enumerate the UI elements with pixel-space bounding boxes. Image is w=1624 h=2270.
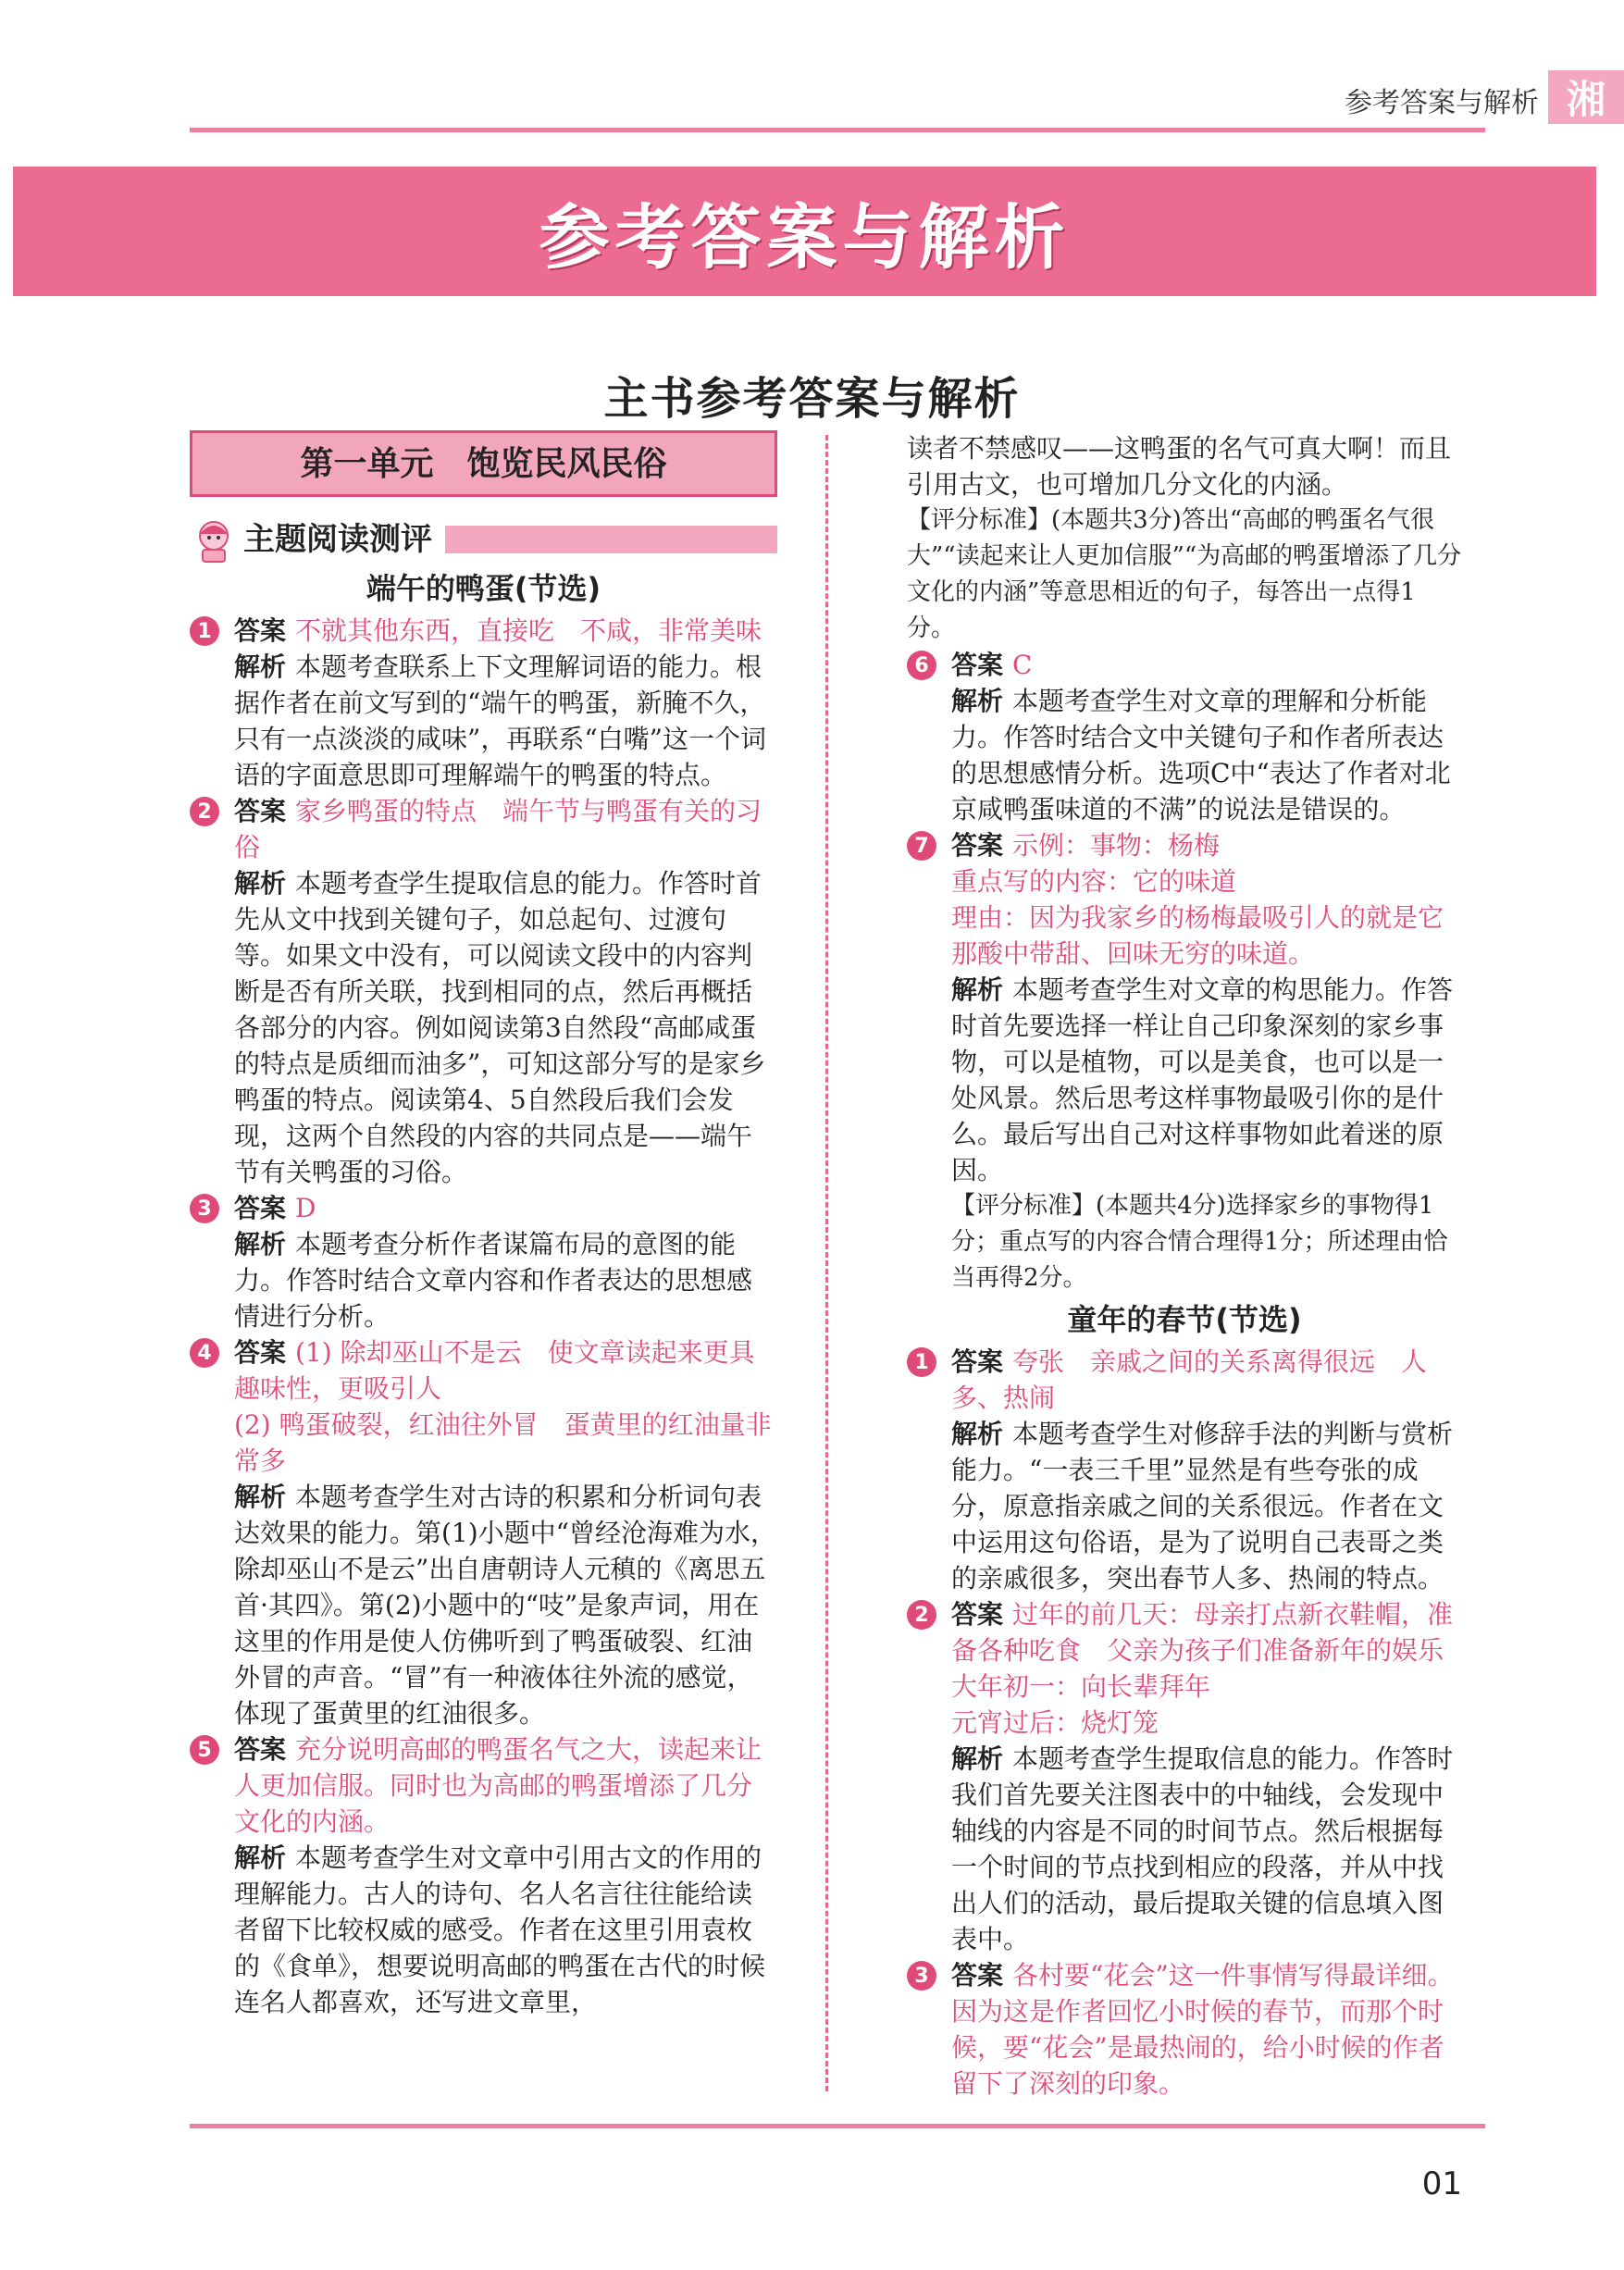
- answer-text: 元宵过后：烧灯笼: [951, 1707, 1159, 1738]
- footer-divider: [190, 2124, 1485, 2128]
- analysis-text: 本题考查学生对修辞手法的判断与赏析能力。“一表三千里”显然是有些夸张的成分，原意指亲戚之间的关系很远。作者在文中运用这句俗语，是为了说明自己表哥之类的亲戚很多，突出春节人多、热闹的特点。: [951, 1419, 1454, 1594]
- question-item: [907, 827, 1462, 1296]
- answer-text: 各村要“花会”这一件事情写得最详细。因为这是作者回忆小时候的春节，而那个时候，要“花会”是最热闹的，给小时候的作者留下了深刻的印象。: [951, 1960, 1454, 2099]
- analysis-label: 解析: [951, 686, 1004, 716]
- analysis-text: 本题考查学生对文章中引用古文的作用的理解能力。古人的诗句、名人名言往往能给读者留下比较权威的感受。作者在这里引用袁枚的《食单》，想要说明高邮的鸭蛋在古代的时候连名人都喜欢，还写进文章里，: [234, 1842, 766, 2017]
- question-number: 3: [907, 1961, 936, 1991]
- answer-label: 答案: [951, 650, 1004, 680]
- answer-text: 理由：因为我家乡的杨梅最吸引人的就是它那酸中带甜、回味无穷的味道。: [951, 902, 1444, 969]
- analysis-text: 本题考查学生提取信息的能力。作答时我们首先要关注图表中的中轴线，会发现中轴线的内容是不同的时间节点。然后根据每一个时间的节点找到相应的段落，并从中找出人们的活动，最后提取关键的信息填入图表中。: [951, 1743, 1454, 1954]
- answer-text: 夸张 亲戚之间的关系离得很远 人多、热闹: [951, 1346, 1428, 1413]
- answer-label: 答案: [234, 615, 287, 646]
- question-item: [907, 1957, 1462, 2102]
- question-number: 2: [907, 1600, 936, 1630]
- question-number: 1: [190, 616, 219, 646]
- question-item: [907, 1344, 1462, 1596]
- question-item: [190, 1190, 777, 1334]
- question-item-continued: [907, 430, 1462, 647]
- question-number: 5: [190, 1735, 219, 1765]
- answer-text: 过年的前几天：母亲打点新衣鞋帽，准备各种吃食 父亲为孩子们准备新年的娱乐: [951, 1599, 1454, 1666]
- analysis-text: 本题考查学生提取信息的能力。作答时首先从文中找到关键句子，如总起句、过渡句等。如果文中没有，可以阅读文段中的内容判断是否有所关联，找到相同的点，然后再概括各部分的内容。例如阅读第3自然段“高邮咸蛋的特点是质细而油多”，可知这部分写的是家乡鸭蛋的特点。阅读第4、5自然段后我们会发现，这两个自然段的内容的共同点是——端午节有关鸭蛋的习俗。: [234, 868, 766, 1187]
- question-number: 7: [907, 831, 936, 861]
- question-item: [190, 793, 777, 1190]
- article-title: 端午的鸭蛋(节选): [366, 571, 601, 606]
- analysis-text: 本题考查分析作者谋篇布局的意图的能力。作答时结合文章内容和作者表达的思想感情进行分析。: [234, 1229, 753, 1332]
- answer-label: 答案: [234, 1193, 287, 1223]
- scoring-criteria: 【评分标准】(本题共3分)答出“高邮的鸭蛋名气很大”“读起来让人更加信服”“为高邮的鸭蛋增添了几分文化的内涵”等意思相近的句子，每答出一点得1分。: [907, 506, 1462, 642]
- analysis-text: 读者不禁感叹——这鸭蛋的名气可真大啊！而且引用古文，也可增加几分文化的内涵。: [907, 433, 1452, 500]
- theme-bar: [445, 526, 777, 553]
- right-column: [907, 430, 1462, 2102]
- answer-label: 答案: [234, 796, 287, 826]
- question-item: [190, 1731, 777, 2020]
- left-column: [190, 430, 777, 2020]
- answer-label: 答案: [234, 1337, 287, 1368]
- question-item: [907, 647, 1462, 827]
- page-number: 01: [1421, 2165, 1462, 2202]
- header-mark: 湘: [1548, 70, 1624, 124]
- analysis-label: 解析: [951, 1743, 1004, 1774]
- analysis-text: 本题考查联系上下文理解词语的能力。根据作者在前文写到的“端午的鸭蛋，新腌不久，只有一点淡淡的咸味”，再联系“白嘴”这一个词语的字面意思即可理解端午的鸭蛋的特点。: [234, 651, 766, 790]
- student-icon: [190, 515, 238, 564]
- question-item: [907, 1596, 1462, 1957]
- header-divider: [190, 128, 1485, 132]
- answer-label: 答案: [951, 1346, 1004, 1377]
- answer-label: 答案: [234, 1734, 287, 1765]
- analysis-label: 解析: [234, 1229, 287, 1259]
- answer-label: 答案: [951, 1599, 1004, 1630]
- theme-heading: [190, 514, 777, 565]
- analysis-label: 解析: [951, 1419, 1004, 1449]
- answer-text: 重点写的内容：它的味道: [951, 866, 1237, 897]
- article-title: 童年的春节(节选): [1067, 1302, 1302, 1337]
- question-item: [190, 1334, 777, 1731]
- answer-text: C: [1012, 650, 1033, 680]
- title-banner: [13, 167, 1596, 296]
- section-title: 主书参考答案与解析: [603, 373, 1021, 425]
- answer-label: 答案: [951, 1960, 1004, 1991]
- analysis-label: 解析: [234, 1842, 287, 1873]
- answer-label: 答案: [951, 830, 1004, 861]
- answer-text: 不就其他东西，直接吃 不咸，非常美味: [295, 615, 762, 646]
- banner-title: 参考答案与解析: [539, 195, 1071, 279]
- question-number: 2: [190, 797, 219, 826]
- question-item: [190, 613, 777, 793]
- answer-text: 家乡鸭蛋的特点 端午节与鸭蛋有关的习俗: [234, 796, 762, 862]
- theme-title: 主题阅读测评: [243, 520, 432, 558]
- answer-text: D: [295, 1193, 316, 1223]
- answer-text: 示例：事物：杨梅: [1012, 830, 1221, 861]
- answer-text: (1) 除却巫山不是云 使文章读起来更具趣味性，更吸引人: [234, 1337, 755, 1404]
- answer-text: 大年初一：向长辈拜年: [951, 1671, 1211, 1702]
- analysis-label: 解析: [234, 1482, 287, 1512]
- analysis-label: 解析: [951, 974, 1004, 1005]
- analysis-text: 本题考查学生对古诗的积累和分析词句表达效果的能力。第(1)小题中“曾经沧海难为水，除却巫山不是云”出自唐朝诗人元稹的《离思五首·其四》。第(2)小题中的“吱”是象声词，用在这里的作用是使人仿佛听到了鸭蛋破裂、红油外冒的声音。“冒”有一种液体往外流的感觉，体现了蛋黄里的红油很多。: [234, 1482, 776, 1729]
- answer-text: (2) 鸭蛋破裂，红油往外冒 蛋黄里的红油量非常多: [234, 1409, 772, 1476]
- analysis-label: 解析: [234, 868, 287, 899]
- analysis-text: 本题考查学生对文章的理解和分析能力。作答时结合文中关键句子和作者所表达的思想感情分析。选项C中“表达了作者对北京咸鸭蛋味道的不满”的说法是错误的。: [951, 686, 1451, 825]
- analysis-text: 本题考查学生对文章的构思能力。作答时首先要选择一样让自己印象深刻的家乡事物，可以是植物，可以是美食，也可以是一处风景。然后思考这样事物最吸引你的是什么。最后写出自己对这样事物如此着迷的原因。: [951, 974, 1454, 1185]
- header-label: 参考答案与解析: [1345, 87, 1539, 119]
- column-divider: [825, 435, 828, 2091]
- answer-text: 充分说明高邮的鸭蛋名气之大，读起来让人更加信服。同时也为高邮的鸭蛋增添了几分文化的内涵。: [234, 1734, 762, 1837]
- unit-heading: 第一单元 饱览民风民俗: [190, 430, 777, 497]
- analysis-label: 解析: [234, 651, 287, 682]
- question-number: 1: [907, 1347, 936, 1377]
- scoring-criteria: 【评分标准】(本题共4分)选择家乡的事物得1分；重点写的内容合情合理得1分；所述理由恰当再得2分。: [951, 1192, 1448, 1292]
- question-number: 4: [190, 1338, 219, 1368]
- question-number: 3: [190, 1194, 219, 1223]
- question-number: 6: [907, 651, 936, 680]
